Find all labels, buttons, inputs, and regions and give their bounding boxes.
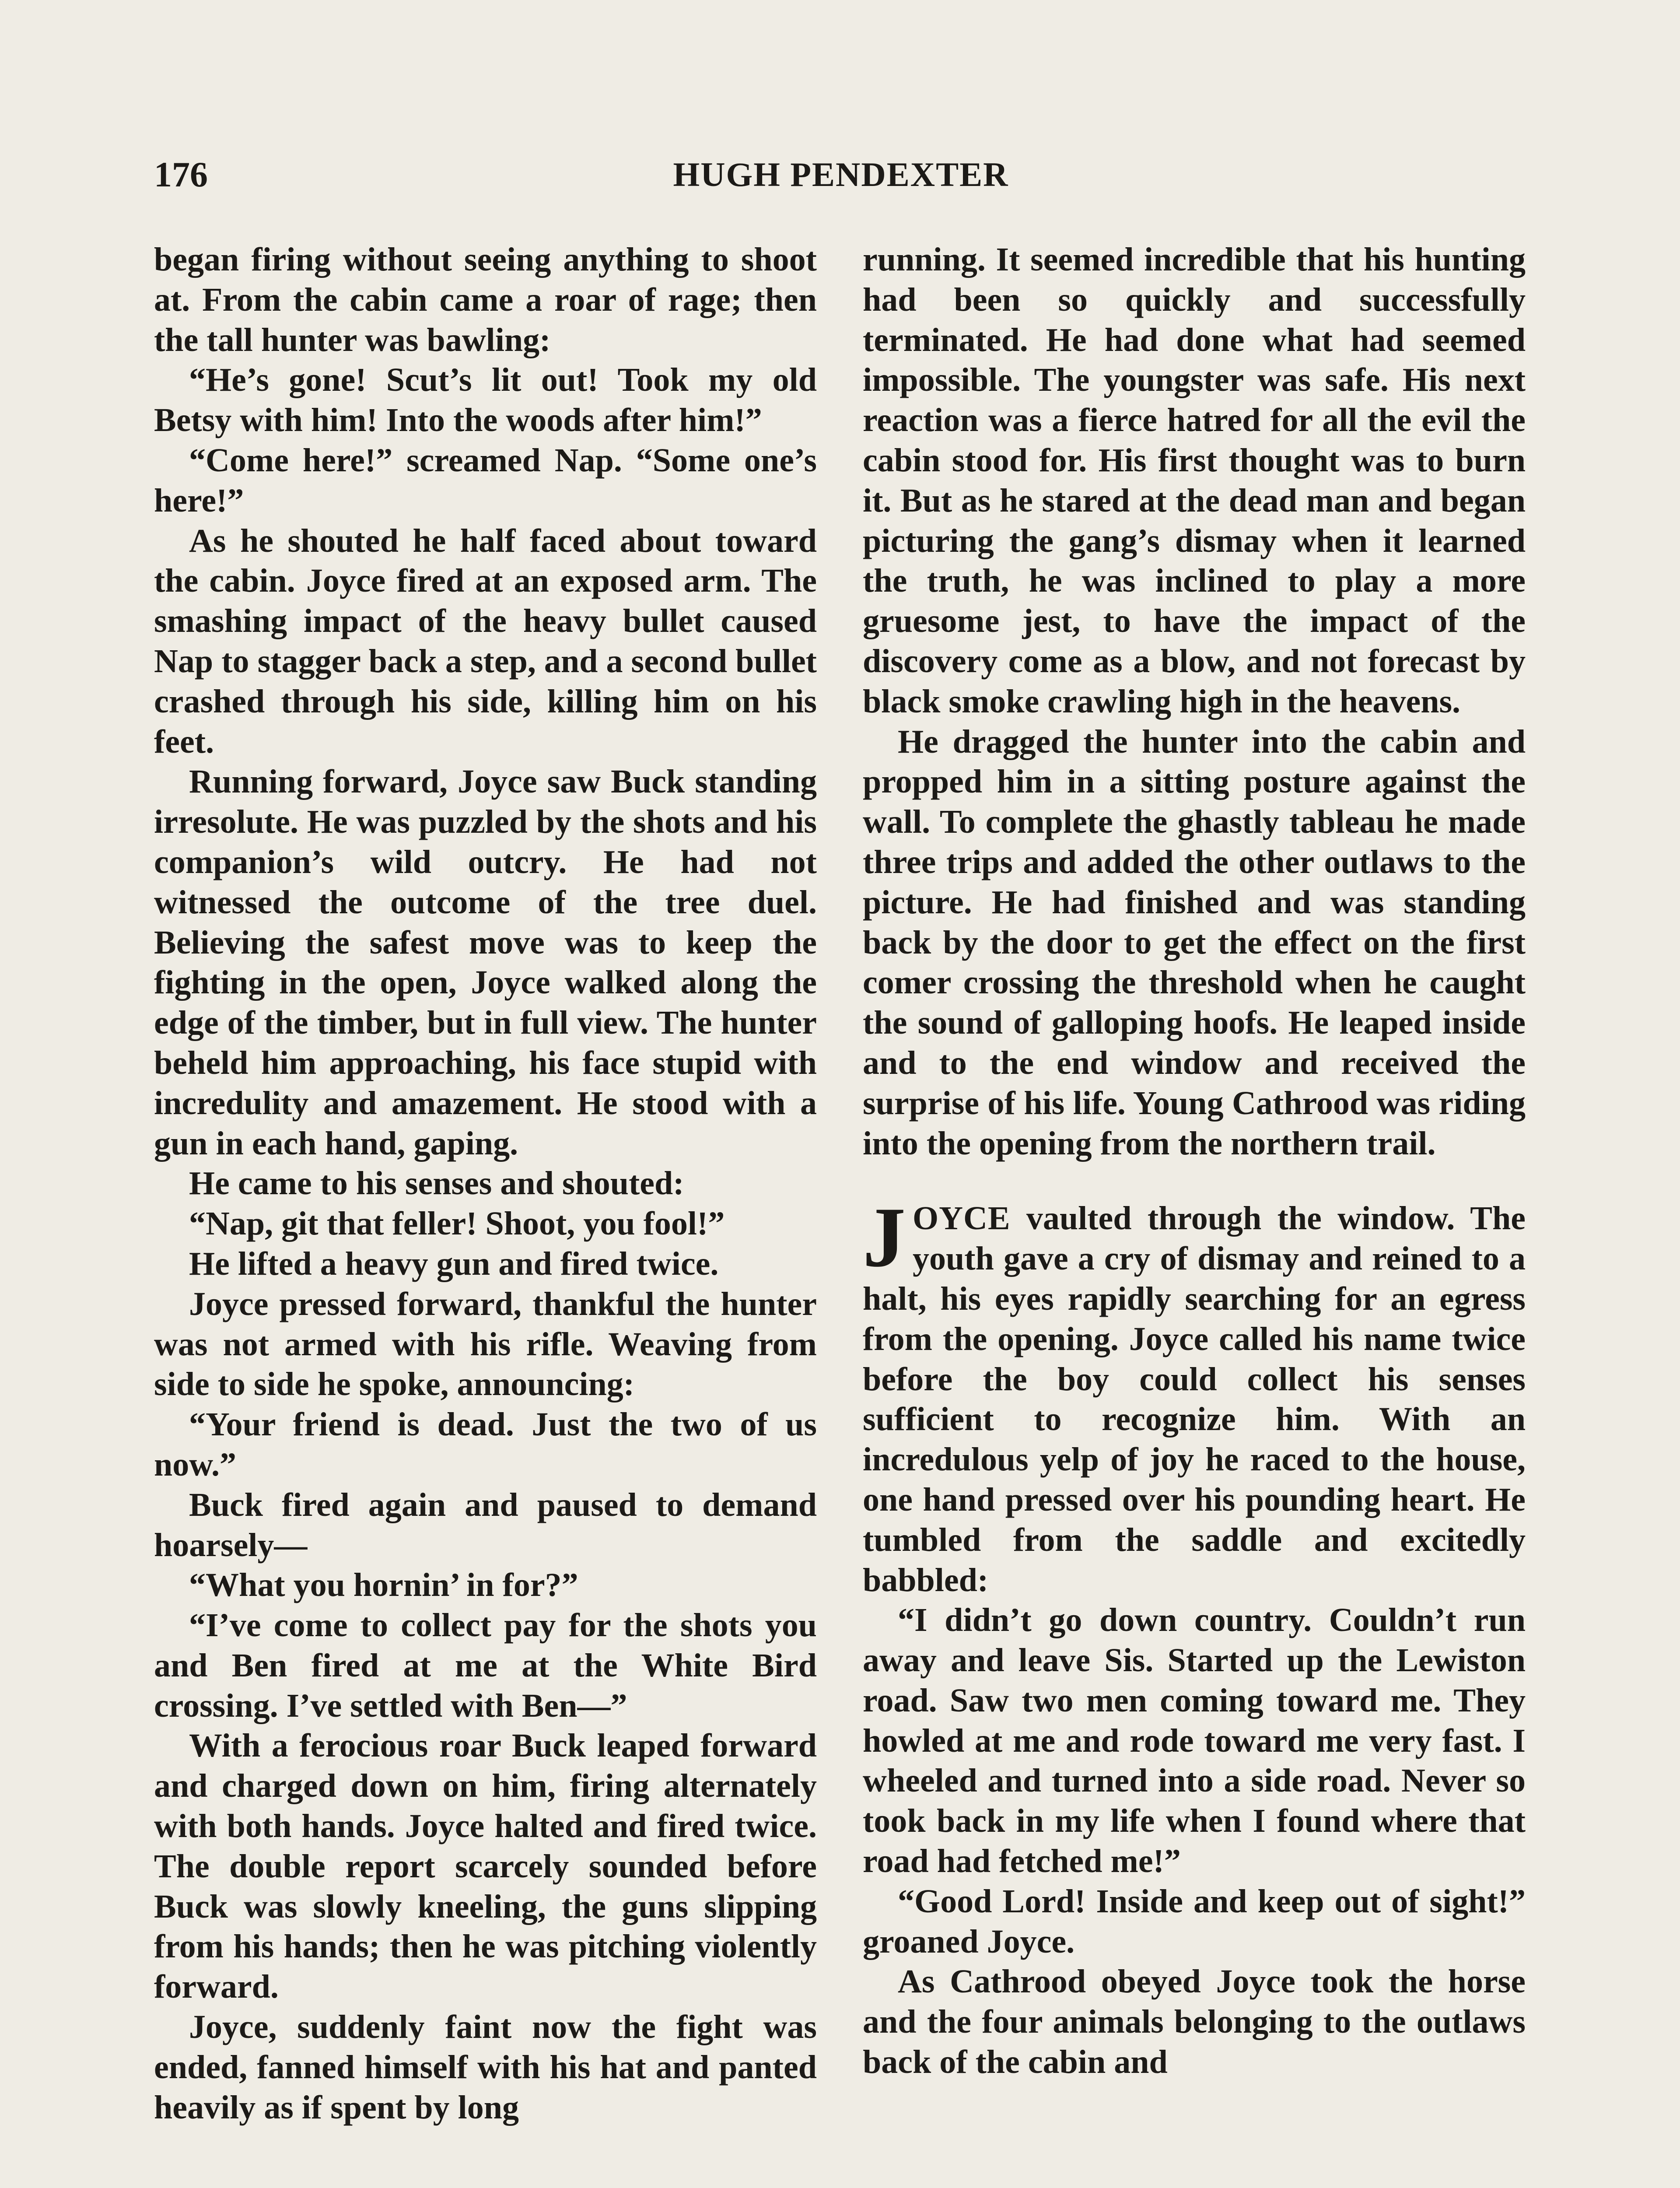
section-lead-text: vaulted through the window. The youth gave a cry of dismay and reined to a halt, his eyes rapidly searching for an egress from the opening. Joyce called his name twice before the boy could collect his senses sufficient to recognize him. With an incredulous yelp of joy he raced to the house, one hand pressed over his pounding heart. He tumbled from the saddle and excitedly babbled:	[863, 1200, 1526, 1599]
paragraph: “He’s gone! Scut’s lit out! Took my old Betsy with him! Into the woods after him!”	[154, 361, 817, 439]
paragraph: “I didn’t go down country. Couldn’t run away and leave Sis. Started up the Lewiston road. Saw two men coming toward me. They howled at me and rode toward me very fast. I wheeled and turned into a side road. Never so took back in my life when I found where that road had fetched me!”	[863, 1602, 1526, 1880]
paragraph: As Cathrood obeyed Joyce took the horse and the four animals belonging to the outlaws back of the cabin and	[863, 1963, 1526, 2081]
paragraph: “Your friend is dead. Just the two of us now.”	[154, 1406, 817, 1483]
page-number: 176	[154, 154, 208, 194]
paragraph: “What you hornin’ in for?”	[189, 1567, 578, 1604]
drop-cap: J	[863, 1190, 906, 1285]
paragraph: As he shouted he half faced about toward the cabin. Joyce fired at an exposed arm. The smashing impact of the heavy bullet caused Nap to stagger back a step, and a second bullet crashed through his side, killing him on his feet.	[154, 522, 817, 760]
paragraph: “Come here!” screamed Nap. “Some one’s here!”	[154, 442, 817, 519]
paragraph: Running forward, Joyce saw Buck standing irresolute. He was puzzled by the shots and his companion’s wild outcry. He had not witnessed the outcome of the tree duel. Believing the safest move was to keep the fighting in the open, Joyce walked along the edge of the timber, but in full view. The hunter beheld him approaching, his face stupid with incredulity and amazement. He stood with a gun in each hand, gaping.	[154, 763, 817, 1162]
left-column	[154, 240, 817, 2128]
running-title: HUGH PENDEXTER	[673, 155, 1009, 193]
paragraph: Joyce, suddenly faint now the fight was ended, fanned himself with his hat and panted heavily as if spent by long	[154, 2009, 817, 2126]
paragraph: “Nap, git that feller! Shoot, you fool!”	[189, 1205, 725, 1242]
paragraph: He came to his senses and shouted:	[189, 1165, 684, 1202]
paragraph: He dragged the hunter into the cabin and propped him in a sitting posture against the wall. To complete the ghastly tableau he made three trips and added the other outlaws to the picture. He had finished and was standing back by the door to get the effect on the first comer crossing the threshold when he caught the sound of galloping hoofs. He leaped inside and to the end window and received the surprise of his life. Young Cathrood was riding into the opening from the northern trail.	[863, 723, 1526, 1162]
section-start-paragraph	[863, 1190, 1526, 1600]
paragraph: “Good Lord! Inside and keep out of sight!” groaned Joyce.	[863, 1883, 1526, 1960]
page-header	[154, 151, 1528, 199]
paragraph: began firing without seeing anything to shoot at. From the cabin came a roar of rage; then the tall hunter was bawling:	[154, 241, 817, 358]
paragraph: He lifted a heavy gun and fired twice.	[189, 1245, 719, 1282]
section-lead-word: OYCE	[913, 1200, 1011, 1237]
paragraph: “I’ve come to collect pay for the shots you and Ben fired at me at the White Bird crossing. I’ve settled with Ben—”	[154, 1607, 817, 1724]
paragraph: With a ferocious roar Buck leaped forward and charged down on him, firing alternately with both hands. Joyce halted and fired twice. The double report scarcely sounded before Buck was slowly kneeling, the guns slipping from his hands; then he was pitching violently forward.	[154, 1727, 817, 2006]
paragraph: Buck fired again and paused to demand hoarsely—	[154, 1486, 817, 1564]
right-column	[863, 240, 1526, 2083]
paragraph: Joyce pressed forward, thankful the hunter was not armed with his rifle. Weaving from side to side he spoke, announcing:	[154, 1285, 817, 1403]
paragraph: running. It seemed incredible that his hunting had been so quickly and successfully terminated. He had done what had seemed impossible. The youngster was safe. His next reaction was a fierce hatred for all the evil the cabin stood for. His first thought was to burn it. But as he stared at the dead man and began picturing the gang’s dismay when it learned the truth, he was inclined to play a more gruesome jest, to have the impact of the discovery come as a blow, and not forecast by black smoke crawling high in the heavens.	[863, 241, 1526, 720]
